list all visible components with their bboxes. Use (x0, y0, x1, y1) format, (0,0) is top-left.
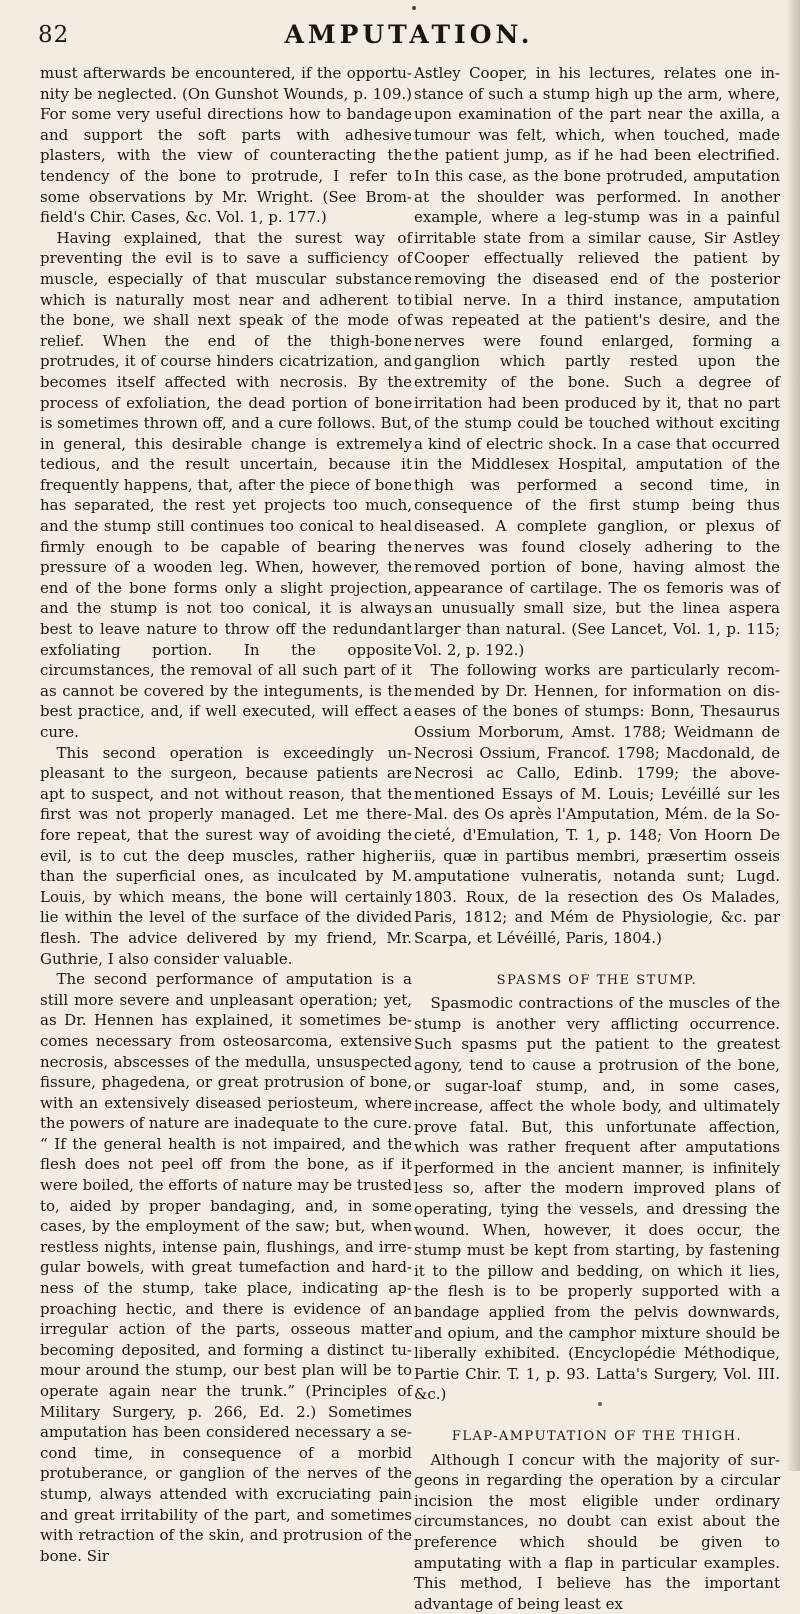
page-edge-shadow (786, 0, 800, 1471)
running-head: AMPUTATION. (284, 20, 534, 49)
paragraph: must afterwards be encountered, if the opportunity be neglected. (On Gunshot Wounds, p. 109.) For some very useful directions how to bandage and support the soft parts with adhesive plasters, with the view of counteracting the tendency of the bone to protrude, I refer to some observations by Mr. Wright. (See Bromfield's Chir. Cases, &c. Vol. 1, p. 177.) (40, 64, 412, 227)
paragraph: Astley Cooper, in his lectures, relates one instance of such a stump high up the arm, where, upon examination of the part near the axilla, a tumour was felt, which, when touched, made the patient jump, as if he had been electrified. In this case, as the bone protruded, amputation at the shoulder was performed. In another example, where a leg-stump was in a painful irritable state from a similar cause, Sir Astley Cooper effectually relieved the patient by removing the diseased end of the posterior tibial nerve. In a third instance, amputation was repeated at the patient's desire, and the nerves were found enlarged, forming a ganglion which partly rested upon the extremity of the bone. Such a degree of irritation had been produced by it, that no part of the stump could be touched without exciting a kind of electric shock. In a case that occurred in the Middlesex Hospital, amputation of the thigh was performed a second time, in consequence of the first stump being thus diseased. A complete ganglion, or plexus of nerves was found closely adhering to the removed portion of bone, having almost the appearance of cartilage. The os femoris was of an unusually small size, but the linea aspera larger than natural. (See Lancet, Vol. 1, p. 115; Vol. 2, p. 192.) (414, 64, 780, 659)
ink-speck (598, 1402, 602, 1406)
left-column (40, 63, 412, 1566)
page-number: 82 (38, 22, 70, 48)
paragraph: Although I concur with the majority of surgeons in regarding the operation by a circular incision the most eligible under ordinary circumstances, no doubt can exist about the preference which should be given to amputating with a flap in particular examples. This method, I believe has the important advantage of being least ex (414, 1450, 780, 1613)
paragraph: This second operation is exceedingly unpleasant to the surgeon, because patients are apt to suspect, and not without reason, that the first was not properly managed. Let me therefore repeat, that the surest way of avoiding the evil, is to cut the deep muscles, rather higher than the superficial ones, as inculcated by M. Louis, by which means, the bone will certainly lie within the level of the surface of the divided flesh. The advice delivered by my friend, Mr. Guthrie, I also consider valuable. (40, 743, 412, 968)
paragraph: Having explained, that the surest way of preventing the evil is to save a sufficiency of muscle, especially of that muscular substance which is naturally most near and adherent to the bone, we shall next speak of the mode of relief. When the end of the thigh-bone protrudes, it of course hinders cicatrization, and becomes itself affected with necrosis. By the process of exfoliation, the dead portion of bone is sometimes thrown off, and a cure follows. But, in general, this desirable change is extremely tedious, and the result uncertain, because it frequently happens, that, after the piece of bone has separated, the rest yet projects too much, and the stump still continues too conical to heal firmly enough to be capable of bearing the pressure of a wooden leg. When, however, the end of the bone forms only a slight projection, and the stump is not too conical, it is always best to leave nature to throw off the redundant exfoliating portion. In the opposite circumstances, the removal of all such part of it as cannot be covered by the integuments, is the best practice, and, if well executed, will effect a cure. (40, 228, 412, 741)
ink-speck (412, 6, 416, 10)
paragraph: The following works are particularly recommended by Dr. Hennen, for information on diseases of the bones of stumps: Bonn, Thesaurus Ossium Morborum, Amst. 1788; Weidmann de Necrosi Ossium, Francof. 1798; Macdonald, de Necrosi ac Callo, Edinb. 1799; the above-mentioned Essays of M. Louis; Levéillé sur les Mal. des Os après l'Amputation, Mém. de la Societé, d'Emulation, T. 1, p. 148; Von Hoorn De iis, quæ in partibus membri, præsertim osseis amputatione vulneratis, notanda sunt; Lugd. 1803. Roux, de la resection des Os Malades, Paris, 1812; and Mém de Physiologie, &c. par Scarpa, et Lévéillé, Paris, 1804.) (414, 661, 780, 947)
section-heading-flap-amputation: FLAP-AMPUTATION OF THE THIGH. (451, 1429, 743, 1444)
paragraph: Spasmodic contractions of the muscles of the stump is another very afflicting occurrence. Such spasms put the patient to the greatest agony, tend to cause a protrusion of the bone, or sugar-loaf stump, and, in some cases, increase, affect the whole body, and ultimately prove fatal. But, this unfortunate affection, which was rather frequent after amputations performed in the ancient manner, is infinitely less so, after the modern improved plans of operating, tying the vessels, and dressing the wound. When, however, it does occur, the stump must be kept from starting, by fastening it to the pillow and bedding, on which it lies, the flesh is to be properly supported with a bandage applied from the pelvis downwards, and opium, and the camphor mixture should be liberally exhibited. (Encyclopédie Méthodique, Partie Chir. T. 1, p. 93. Latta's Surgery, Vol. III. &c.) (414, 994, 780, 1404)
paragraph: The second performance of amputation is a still more severe and unpleasant operation; yet, as Dr. Hennen has explained, it sometimes becomes necessary from osteosarcoma, extensive necrosis, abscesses of the medulla, unsuspected fissure, phagedena, or great protrusion of bone, with an extensively diseased periosteum, where the powers of nature are inadequate to the cure. “ If the general health is not impaired, and the flesh does not peel off from the bone, as if it were boiled, the efforts of nature may be trusted to, aided by proper bandaging, and, in some cases, by the employment of the saw; but, when restless nights, intense pain, flushings, and irregular bowels, with great tumefaction and hardness of the stump, take place, indicating approaching hectic, and there is evidence of an irregular action of the parts, osseous matter becoming deposited, and forming a distinct tumour around the stump, our best plan will be to operate again near the trunk.” (Principles of Military Surgery, p. 266, Ed. 2.) Sometimes amputation has been considered necessary a second time, in consequence of a morbid protuberance, or ganglion of the nerves of the stump, always attended with excruciating pain and great irritability of the part, and sometimes with retraction of the skin, and protrusion of the bone. Sir (40, 970, 412, 1565)
right-column (414, 63, 780, 1614)
page-header (38, 18, 780, 54)
section-heading-spasms: SPASMS OF THE STUMP. (496, 972, 698, 988)
